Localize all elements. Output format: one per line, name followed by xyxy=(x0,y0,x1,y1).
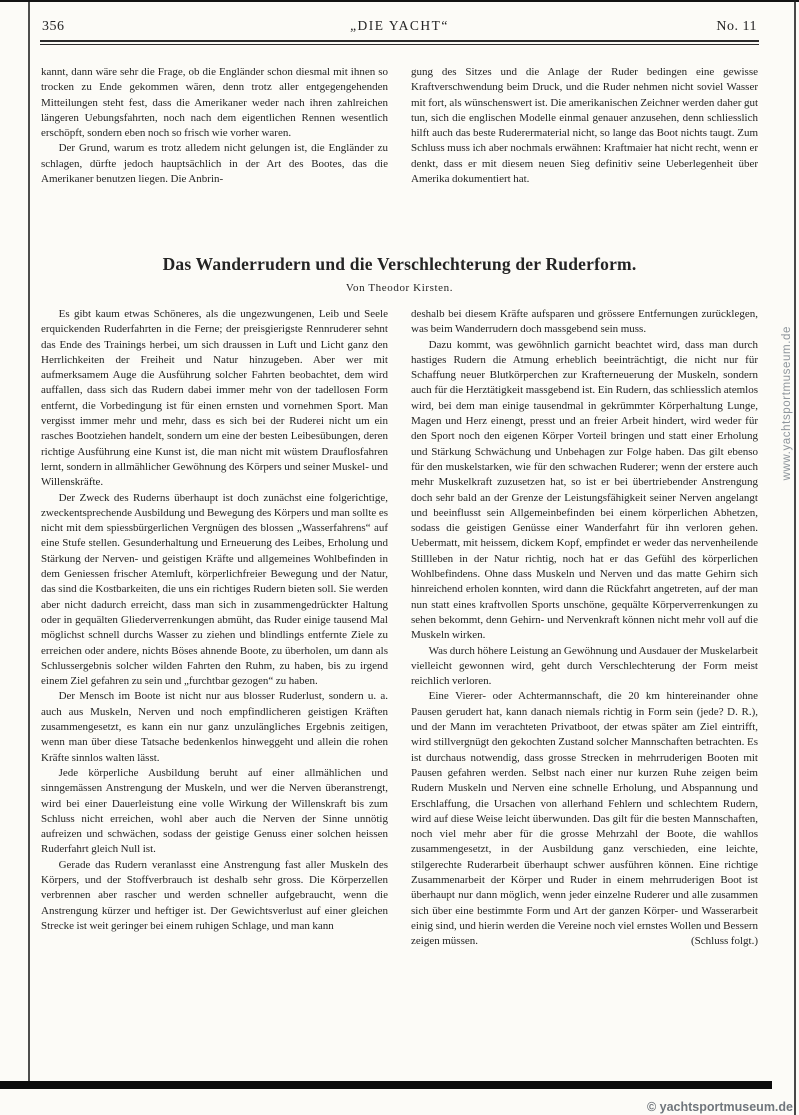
paragraph: Der Zweck des Ruderns überhaupt ist doch zunächst eine folgerichtige, zweckentsprechende Ausbildung und Bewegung des Körpers und man sollte es nicht mit dem spiessbürgerlichen Vergnügen des blossen „Wasserfahrens“ auf eine Stufe stellen. Gesunderhaltung und Erneuerung des Leibes, Erholung und Stärkung der Nerven- und geistigen Kräfte und allgemeines Wohlbefinden in dem Geniessen frischer Atemluft, körperlichfreier Bewegung und der Natur, das sind die Kostbarkeiten, die uns ein richtiges Rudern bieten soll. Sie werden aber nicht dadurch erreicht, dass man sich in zusammengedrückter Haltung oder in gequälten Gliederverrenkungen abmüht, das Ruder einige tausend Mal möglichst schnell durchs Wasser zu ziehen und blindlings entfernte Ziele zu erreichen oder andere, nichts Böses ahnende Boote, zu überholen, um dann als Schlussergebnis solcher wilden Fahrten den Ruhm, zu haben, bis zu irgend einem Ziel gefahren zu sein und „furchtbar gezogen“ zu haben. xyxy=(41,491,388,688)
watermark-vertical-url: www.yachtsportmuseum.de xyxy=(781,326,793,481)
article-title: Das Wanderrudern und die Verschlechterung der Ruderform. xyxy=(162,254,637,274)
paragraph: Der Mensch im Boote ist nicht nur aus blosser Ruderlust, sondern u. a. auch aus Muskeln, Nerven und noch empfindlicheren geistigen Kräften zusammengesetzt, es kann ein nur ganz unzulängliches Ergebnis zeitigen, wenn man über diese Tatsache bedenkenlos hinweggeht und allein die rohen Kräfte sinnlos walten lässt. xyxy=(41,690,388,764)
scan-edge-top xyxy=(0,0,799,2)
paragraph: kannt, dann wäre sehr die Frage, ob die Engländer schon diesmal mit ihnen so trocken zu Ende gekommen wären, denn trotz aller entgegengehenden Mitteilungen steht fest, dass die Amerikaner weder nach ihren zahlreichen längeren Uebungsfahrten, noch nach dem eigentlichen Rennen wesentlich erschöpft, sondern eben noch so frisch wie vorher waren. xyxy=(41,66,388,140)
paragraph: Gerade das Rudern veranlasst eine Anstrengung fast aller Muskeln des Körpers, und der Stoffverbrauch ist deshalb sehr gross. Die Körperzellen verbrennen aber rascher und werden schneller aufgebraucht, wenn die Anstrengung kürzer und heftiger ist. Der Gewichtsverlust auf einer gleichen Strecke ist weit geringer bei einem ruhigen Schlage, und man kann xyxy=(41,858,388,932)
paragraph: Es gibt kaum etwas Schöneres, als die ungezwungenen, Leib und Seele erquickenden Ruderfahrten in die Ferne; der preisgierigste Rennruderer sehnt das Ende des Trainings herbei, um sich draussen in Luft und Licht ganz den Herrlichkeiten der Freiheit und Natur hinzugeben. Aber wer mit aufmerksamem Auge die Ausführung solcher Fahrten beobachtet, dem wird auffallen, dass sich das Rudern dabei immer mehr von der tadellosen Form entfernt, die Vorbedingung ist für einen ernsten und vornehmen Sport. Man vergisst immer mehr und mehr, dass es sich bei der Ruderei nicht um ein rasches Bootziehen handelt, sondern um eine der besten Leibesübungen, deren richtige Ausführung eine Kunst ist, die man nicht mit wüstem Drauflosfahren lernt, sondern in allmählicher Gewöhnung des Körpers und seiner Muskel- und Willenskräfte. xyxy=(41,308,388,489)
paragraph: Dazu kommt, was gewöhnlich garnicht beachtet wird, dass man durch hastiges Rudern die Atmung erheblich beeinträchtigt, die nicht nur für Schaffung neuer Blutkörperchen zur Krafterneuerung der Muskeln, sondern auch für die Herztätigkeit massgebend ist. Ein Rudern, das schliesslich atemlos wird, bei dem man einige tausendmal in gekrümmter Körperhaltung Lunge, Magen und Herz einengt, presst und an freier Arbeit hindert, wird weder für den Sport noch den eigenen Körper Vorteil bringen und statt einer Erholung und Stärkung Schwächung und Unbehagen zur Folge haben. Das gilt ebenso für den muskelstarken, wie für den schwachen Ruderer; wenn der erstere auch mehr Muskelkraft zuzusetzen hat, so ist er bei übertriebender Anstrengung doch sehr bald an der Grenze der Leistungsfähigkeit seiner Nerven angelangt und beeinflusst sein Allgemeinbefinden bei einem körperlichen Abhetzen, sodass die geistigen Genüsse einer Wanderfahrt für ihn verloren gehen. Uebermatt, mit heissem, dickem Kopf, empfindet er weder das nervenheilende Stillleben in der Natur richtig, noch hat er das Gefühl des körperlichen Wohlbefindens. Ohne dass Muskeln und Nerven und das matte Gehirn sich hinreichend erholen konnten, wird dann die Rückfahrt angetreten, auf der man nun statt eines kraftvollen Sports unschöne, gequälte Körperverrenkungen zu sehen bekommt, denn Gehirn- und Nervenkraft können nicht mehr voll auf die Muskeln wirken. xyxy=(411,338,758,642)
paragraph: Was durch höhere Leistung an Gewöhnung und Ausdauer der Muskelarbeit vielleicht gewonnen wird, geht durch Verschlechterung der Form meist reichlich verloren. xyxy=(411,644,758,688)
right-column xyxy=(411,307,758,1115)
paragraph: deshalb bei diesem Kräfte aufsparen und grössere Entfernungen zurücklegen, was beim Wanderrudern doch massgebend sein muss. xyxy=(411,308,758,336)
left-column xyxy=(41,65,388,237)
article-body xyxy=(0,307,799,1115)
page-header xyxy=(0,18,799,35)
magazine-title: „DIE YACHT“ xyxy=(350,18,449,33)
watermark-copyright: © yachtsportmuseum.de xyxy=(646,1100,793,1114)
paragraph: Der Grund, warum es trotz alledem nicht gelungen ist, die Engländer zu schlagen, dürfte jedoch hauptsächlich in der Art des Bootes, das die Amerikaner benutzen liegen. Die Anbrin- xyxy=(41,142,388,186)
closing-note: (Schluss folgt.) xyxy=(690,935,758,948)
header-rule xyxy=(40,40,759,45)
article-byline: Von Theodor Kirsten. xyxy=(345,282,454,294)
paragraph: Jede körperliche Ausbildung beruht auf einer allmählichen und sinngemässen Anstrengung der Muskeln, und wer die Nerven überanstrengt, wird bei einer Dauerleistung eine volle Wirkung der Willenskraft bis zum Schluss nicht erreichen, wohl aber auch die Nerven der Sinne unnötig aufreizen und schwächen, sodass der geistige Genuss einer solchen heissen Ruderfahrt gleich Null ist. xyxy=(41,766,388,856)
issue-number: No. 11 xyxy=(716,19,757,34)
paragraph-text: Eine Vierer- oder Achtermannschaft, die 20 km hintereinander ohne Pausen gerudert hat, kann danach niemals richtig in Form sein (jede? D. R.), und der Mann im verachteten Privatboot, der etwas später am Ziel eintrifft, wird stillvergnügt den gekochten Zustand solcher Mannschaften betrachten. Es ist durchaus notwendig, dass grosse Strecken in mehrruderigen Booten mit Pausen gefahren werden. Selbst nach einer nur kurzen Ruhe zeigen beim Rudern Muskeln und Nerven eine schnelle Erholung, und Abspannung und Erschlaffung, die Ursachen von allerhand Fehlern und schlechtem Rudern, wird auf diese Weise leicht überwunden. Das gilt für die besten Mannschaften, noch viel mehr aber für die grosse Mehrzahl der Boote, die wahllos zusammengesetzt, in der Ausbildung ganz verschieden, eine leichte, stilgerechte Ruderarbeit überhaupt schwer ausführen können. Eine richtige Zusammenarbeit der Körper und Ruder in einem mehrruderigen Boot ist überhaupt nur dann möglich, wenn jeder einzelne Ruderer und alle zusammen sich über eine bestimmte Form und Art der ganzen Körper- und Wasserarbeit einig sind, und hierin werden die Vereine noch viel ernstes Wollen und Bessern zeigen müssen. xyxy=(411,690,758,948)
right-column xyxy=(411,65,758,237)
scan-edge-bottom-band xyxy=(0,1081,772,1089)
continued-article xyxy=(0,65,799,237)
scan-edge-right xyxy=(794,0,796,1115)
article-heading xyxy=(0,254,799,294)
scan-edge-left xyxy=(28,2,30,1081)
left-column xyxy=(41,307,388,1115)
page-number: 356 xyxy=(42,19,65,34)
paragraph: gung des Sitzes und die Anlage der Ruder bedingen eine gewisse Kraftverschwendung beim Druck, und die Ruder nehmen nicht soviel Wasser mit fort, als wünschenswert ist. Die amerikanischen Zeichner werden daher gut tun, sich die englischen Modelle einmal genauer anzusehen, denn schliesslich hilft auch das beste Ruderermaterial nicht, so lange das Boot nichts taugt. Zum Schluss muss ich aber nochmals erwähnen: Kraftmaier hat nicht recht, wenn er denkt, dass er mit diesem neuen Sieg definitiv seine Ueberlegenheit über Amerika dokumentiert hat. xyxy=(411,66,758,186)
last-paragraph xyxy=(411,689,758,949)
